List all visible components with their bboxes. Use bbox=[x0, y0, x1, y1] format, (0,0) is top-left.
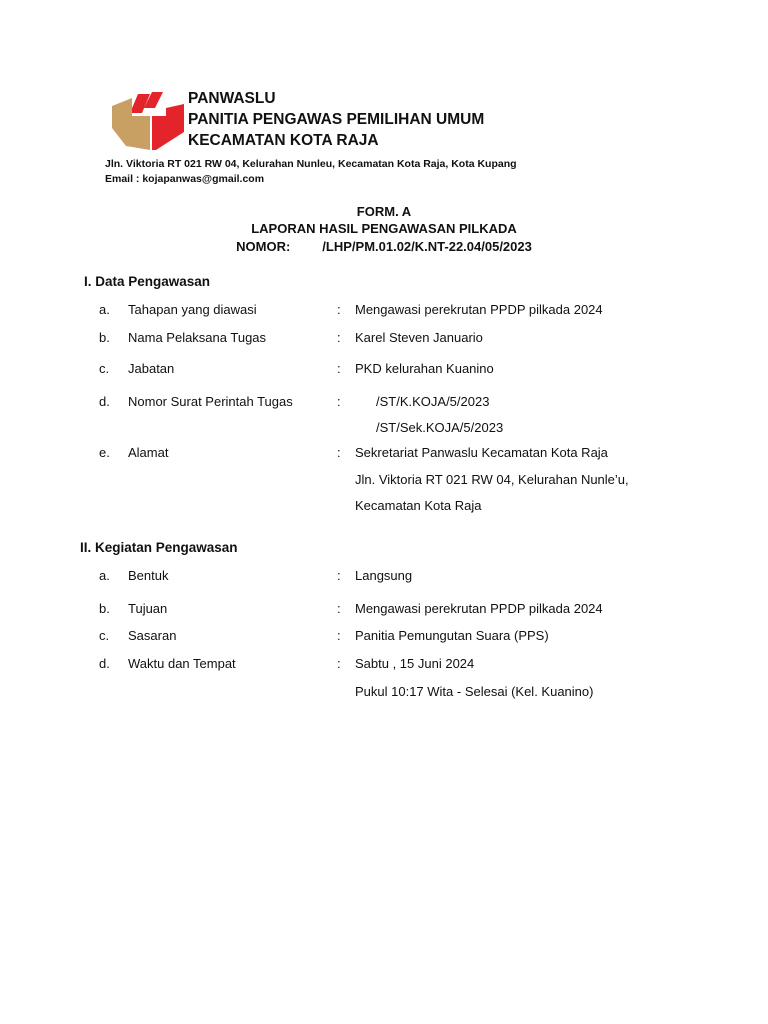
row-letter: b. bbox=[99, 330, 110, 345]
row-value-2: Jln. Viktoria RT 021 RW 04, Kelurahan Nunle’u, bbox=[355, 472, 629, 487]
form-code: FORM. A bbox=[356, 204, 412, 219]
nomor-label: NOMOR: bbox=[236, 239, 291, 254]
row-letter: a. bbox=[99, 568, 110, 583]
row-value: Langsung bbox=[355, 568, 413, 583]
row-value-2: Pukul 10:17 Wita - Selesai (Kel. Kuanino) bbox=[355, 684, 594, 699]
row-colon: : bbox=[337, 394, 341, 409]
row-value-2: /ST/Sek.KOJA/5/2023 bbox=[376, 420, 504, 435]
row-colon: : bbox=[337, 656, 341, 671]
letterhead-address bbox=[105, 157, 517, 186]
panwaslu-logo-icon bbox=[110, 88, 190, 152]
address-line: Jln. Viktoria RT 021 RW 04, Kelurahan Nunleu, Kecamatan Kota Raja, Kota Kupang bbox=[105, 158, 517, 170]
row-colon: : bbox=[337, 445, 341, 460]
report-heading: LAPORAN HASIL PENGAWASAN PILKADA bbox=[251, 221, 517, 236]
row-label: Tujuan bbox=[128, 601, 168, 616]
row-letter: b. bbox=[99, 601, 110, 616]
org-line-2: PANITIA PENGAWAS PEMILIHAN UMUM bbox=[188, 111, 485, 128]
row-value: Sabtu , 15 Juni 2024 bbox=[355, 656, 475, 671]
row-value: Karel Steven Januario bbox=[355, 330, 483, 345]
organization-name bbox=[188, 88, 484, 151]
row-value: /ST/K.KOJA/5/2023 bbox=[376, 394, 490, 409]
report-number bbox=[0, 239, 768, 254]
row-value: Sekretariat Panwaslu Kecamatan Kota Raja bbox=[355, 445, 608, 460]
row-value: Mengawasi perekrutan PPDP pilkada 2024 bbox=[355, 302, 603, 317]
row-value: Panitia Pemungutan Suara (PPS) bbox=[355, 628, 549, 643]
row-letter: e. bbox=[99, 445, 110, 460]
row-colon: : bbox=[337, 330, 341, 345]
row-colon: : bbox=[337, 601, 341, 616]
org-line-3: KECAMATAN KOTA RAJA bbox=[188, 132, 379, 149]
section-1-heading: I. Data Pengawasan bbox=[84, 274, 211, 289]
row-label: Waktu dan Tempat bbox=[128, 656, 236, 671]
row-letter: c. bbox=[99, 628, 110, 643]
row-letter: d. bbox=[99, 656, 110, 671]
row-colon: : bbox=[337, 302, 341, 317]
row-letter: d. bbox=[99, 394, 110, 409]
email-line: Email : kojapanwas@gmail.com bbox=[105, 172, 265, 185]
section-2-heading: II. Kegiatan Pengawasan bbox=[80, 540, 238, 555]
row-colon: : bbox=[337, 568, 341, 583]
row-label: Nomor Surat Perintah Tugas bbox=[128, 394, 293, 409]
row-label: Alamat bbox=[128, 445, 169, 460]
row-label: Jabatan bbox=[128, 361, 175, 376]
row-label: Bentuk bbox=[128, 568, 169, 583]
org-line-1: PANWASLU bbox=[188, 90, 276, 107]
row-colon: : bbox=[337, 628, 341, 643]
row-value: Mengawasi perekrutan PPDP pilkada 2024 bbox=[355, 601, 603, 616]
row-letter: a. bbox=[99, 302, 110, 317]
row-colon: : bbox=[337, 361, 341, 376]
row-label: Sasaran bbox=[128, 628, 177, 643]
row-value-3: Kecamatan Kota Raja bbox=[355, 498, 482, 513]
row-value: PKD kelurahan Kuanino bbox=[355, 361, 494, 376]
row-label: Nama Pelaksana Tugas bbox=[128, 330, 267, 345]
nomor-value: /LHP/PM.01.02/K.NT-22.04/05/2023 bbox=[322, 239, 532, 254]
row-label: Tahapan yang diawasi bbox=[128, 302, 257, 317]
row-letter: c. bbox=[99, 361, 110, 376]
